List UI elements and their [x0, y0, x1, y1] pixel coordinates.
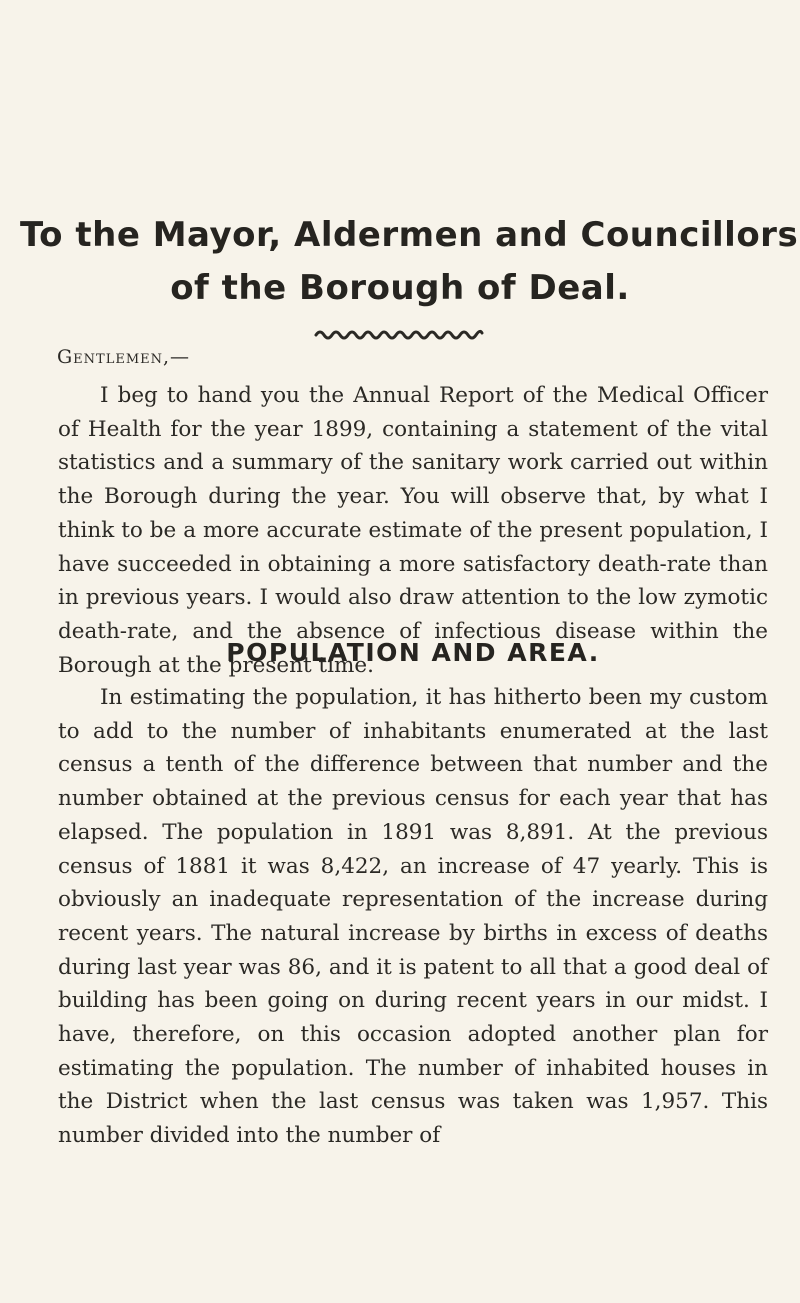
paragraph-intro: I beg to hand you the Annual Report of the Medical Officer of Health for the year 1899, containing a statement of the vital statistics and a summary of the sanitary work carried out within the Borough during the year. You will observe that, by what I think to be a more accurate estimate of the present population, I have succeeded in obtaining a more satisfactory death-rate than in previous years. I would also draw attention to the low zymotic death-rate, and the absence of infectious disease within the Borough at the present time. — [58, 383, 768, 678]
section-heading: POPULATION AND AREA. — [226, 638, 600, 667]
salutation: Gentlemen,— — [57, 346, 191, 368]
title-line-1: To the Mayor, Aldermen and Councillors — [20, 215, 799, 255]
title-line-2: of the Borough of Deal. — [170, 268, 630, 308]
paragraph-population: In estimating the population, it has hitherto been my custom to add to the number of inhabitants enumerated at the last census a tenth of the difference between that number and the number obtained at the previous census for each year that has elapsed. The population in 1891 was 8,891. At the previous census of 1881 it was 8,422, an increase of 47 yearly. This is obviously an inadequate representation of the increase during recent years. The natural increase by births in excess of deaths during last year was 86, and it is patent to all that a good deal of building has been going on during recent years in our midst. I have, therefore, on this occasion adopted another plan for estimating the population. The number of inhabited houses in the District when the last census was taken was 1,957. This number divided into the number of — [58, 685, 768, 1149]
wavy-ornament — [314, 328, 484, 340]
